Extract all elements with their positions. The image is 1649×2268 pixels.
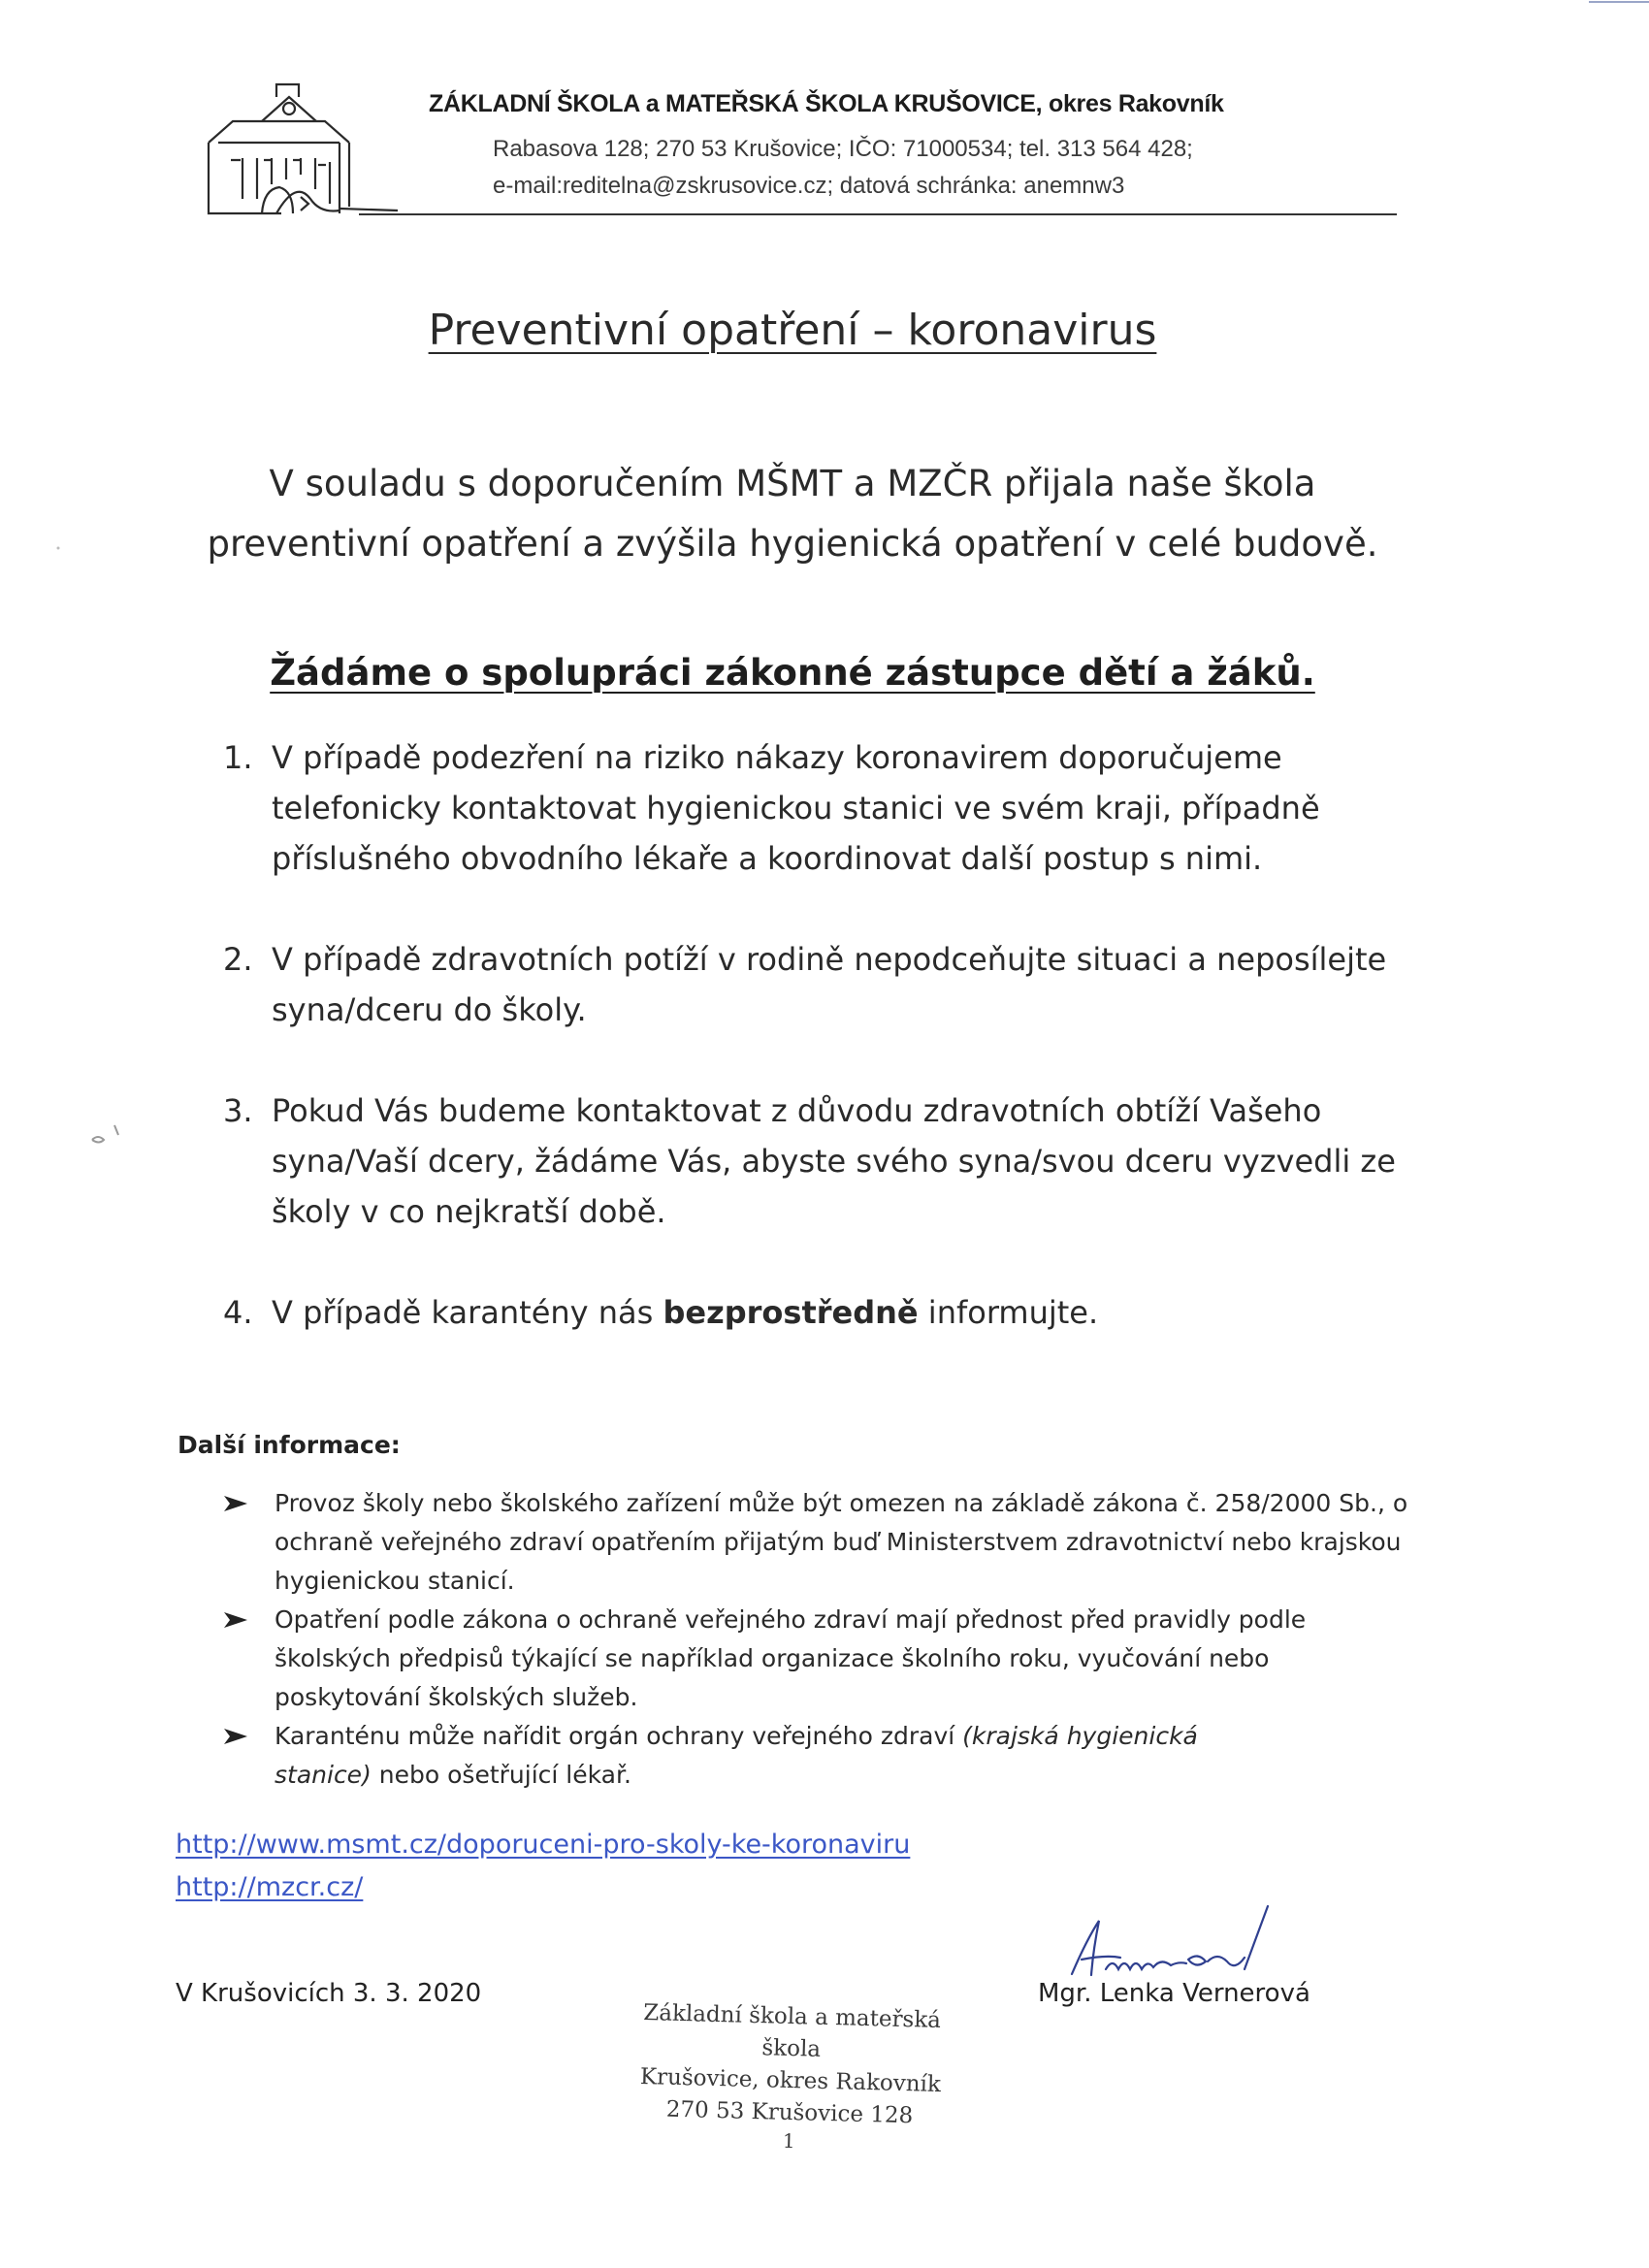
- stamp-line: Krušovice, okres Rakovník: [639, 2063, 942, 2098]
- school-name: ZÁKLADNÍ ŠKOLA a MATEŘSKÁ ŠKOLA KRUŠOVICE, okres Rakovník: [429, 90, 1224, 117]
- item-number: 2.: [223, 941, 253, 978]
- signer-name: Mgr. Lenka Vernerová: [1038, 1979, 1310, 2008]
- item-text: V případě zdravotních potíží v rodině nepodceňujte situaci a neposílejte syna/dceru do školy.: [272, 941, 1387, 1028]
- place-date: V Krušovicích 3. 3. 2020: [176, 1979, 482, 2008]
- bullet-line: ochraně veřejného zdraví opatřením přijatým buď Ministerstvem zdravotnictví nebo krajskou: [275, 1528, 1402, 1556]
- stamp-line: 1: [782, 2128, 795, 2154]
- item-text: V případě karantény nás: [272, 1294, 654, 1331]
- item-number: 1.: [223, 739, 253, 776]
- bullet-line: poskytování školských služeb.: [275, 1683, 638, 1711]
- msmt-link[interactable]: http://www.msmt.cz/doporuceni-pro-skoly-ke-koronaviru: [176, 1830, 911, 1860]
- item-emphasis: bezprostředně: [663, 1294, 919, 1331]
- bullet-line: hygienickou stanicí.: [275, 1567, 515, 1595]
- bullet-text: nebo ošetřující lékař.: [378, 1761, 631, 1789]
- mzcr-link[interactable]: http://mzcr.cz/: [176, 1872, 364, 1902]
- bullet-text: Karanténu může nařídit orgán ochrany veřejného zdraví: [275, 1722, 955, 1750]
- more-info-heading: Další informace:: [178, 1431, 401, 1459]
- stamp-line: 270 53 Krušovice 128: [665, 2096, 914, 2129]
- school-address: Rabasova 128; 270 53 Krušovice; IČO: 71000534; tel. 313 564 428;: [493, 136, 1193, 162]
- item-number: 4.: [223, 1294, 253, 1331]
- intro-line: V souladu s doporučením MŠMT a MZČR přijala naše škola: [269, 463, 1316, 504]
- bullet-italic: stanice): [275, 1761, 372, 1789]
- school-contact: e-mail:reditelna@zskrusovice.cz; datová schránka: anemnw3: [493, 173, 1125, 199]
- bullet-line: školských předpisů týkající se například organizace školního roku, vyučování nebo: [275, 1644, 1270, 1672]
- bullet-line: Opatření podle zákona o ochraně veřejného zdraví mají přednost před pravidly podle: [275, 1605, 1307, 1634]
- stamp-line: Základní škola a mateřská škola: [642, 2000, 942, 2062]
- bullet-italic: (krajská hygienická: [962, 1722, 1198, 1750]
- bullet-line: Provoz školy nebo školského zařízení může být omezen na základě zákona č. 258/2000 Sb., o: [275, 1489, 1408, 1517]
- item-text: Pokud Vás budeme kontaktovat z důvodu zdravotních obtíží Vašeho syna/Vaší dcery, žádáme Vás, abyste svého syna/svou dceru vyzvedli ze školy v co nejkratší době.: [272, 1092, 1396, 1230]
- document-title-text: Preventivní opatření – koronavirus: [428, 306, 1157, 355]
- item-number: 3.: [223, 1092, 253, 1129]
- item-text: V případě podezření na riziko nákazy koronavirem doporučujeme telefonicky kontaktovat hygienickou stanici ve svém kraji, případně příslušného obvodního lékaře a koordinovat další postup s nimi.: [272, 739, 1320, 877]
- item-text: informujte.: [927, 1294, 1099, 1331]
- request-heading-text: Žádáme o spolupráci zákonné zástupce dětí a žáků.: [270, 652, 1315, 694]
- intro-line: preventivní opatření a zvýšila hygienická opatření v celé budově.: [207, 523, 1378, 565]
